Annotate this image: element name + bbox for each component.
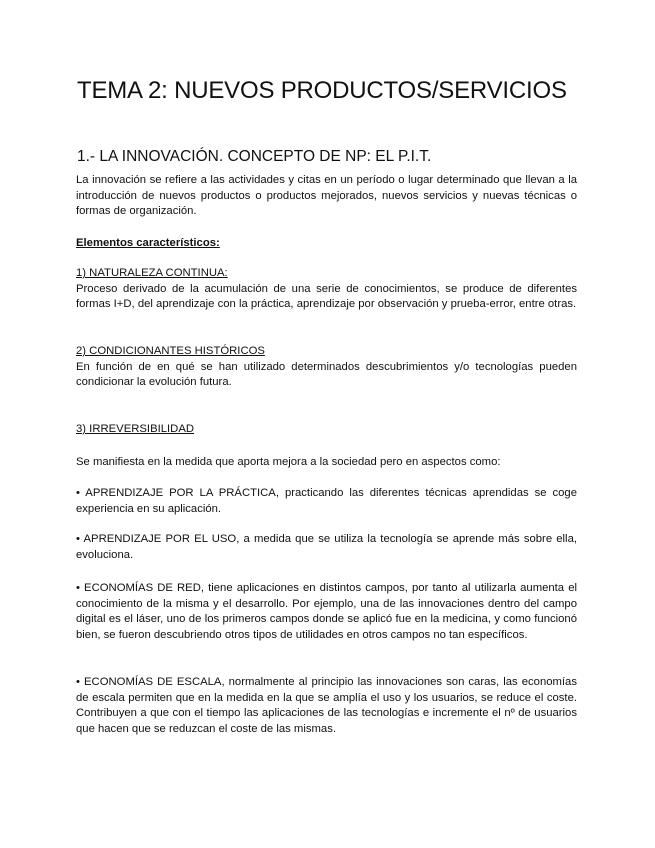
irreversibilidad-text: Se manifiesta en la medida que aporta mejora a la sociedad pero en aspectos como:: [76, 456, 501, 468]
irreversibilidad-heading: 3) IRREVERSIBILIDAD: [76, 423, 195, 435]
bullet-economias-red: • ECONOMÍAS DE RED, tiene aplicaciones en distintos campos, por tanto al utilizarla aumenta el conocimiento de la misma y el desarrollo. Por ejemplo, una de las innovaciones dentro del campo digital es el láser, uno de los primeros campos donde se aplicó fue en la medicina, y como funcionó bien, se fueron descubriendo otros tipos de utilidades en otros campos no tan específicos.: [76, 582, 577, 641]
condicionantes-section: [76, 344, 577, 391]
bullet-economias-escala: • ECONOMÍAS DE ESCALA, normalmente al principio las innovaciones son caras, las economías de escala permiten que en la medida en la que se amplía el uso y los usuarios, se reduce el coste. Contribuyen a que con el tiempo las aplicaciones de las tecnologías e incremente el nº de usuarios que hacen que se reduzcan el coste de las mismas.: [76, 676, 577, 735]
naturaleza-section: [76, 266, 577, 313]
condicionantes-heading: 2) CONDICIONANTES HISTÓRICOS: [76, 345, 265, 357]
section-title: 1.- LA INNOVACIÓN. CONCEPTO DE NP: EL P.I.T.: [77, 148, 432, 165]
bullet-aprendizaje-uso: • APRENDIZAJE POR EL USO, a medida que se utiliza la tecnología se aprende más sobre ella, evoluciona.: [76, 533, 577, 561]
naturaleza-heading: 1) NATURALEZA CONTINUA:: [76, 267, 228, 279]
page-title: TEMA 2: NUEVOS PRODUCTOS/SERVICIOS: [77, 77, 567, 104]
naturaleza-text: Proceso derivado de la acumulación de una serie de conocimientos, se produce de diferentes formas I+D, del aprendizaje con la práctica, aprendizaje por observación y prueba-error, entre otras.: [76, 282, 577, 311]
bullet-aprendizaje-practica: • APRENDIZAJE POR LA PRÁCTICA, practicando las diferentes técnicas aprendidas se coge experiencia en su aplicación.: [76, 487, 577, 515]
condicionantes-text: En función de en qué se han utilizado determinados descubrimientos y/o tecnologías pueden condicionar la evolución futura.: [76, 360, 577, 389]
intro-paragraph: La innovación se refiere a las actividades y citas en un período o lugar determinado que llevan a la introducción de nuevos productos o productos mejorados, nuevos servicios y nuevas técnicas o formas de organización.: [76, 174, 577, 218]
elements-heading: Elementos característicos:: [76, 237, 220, 249]
